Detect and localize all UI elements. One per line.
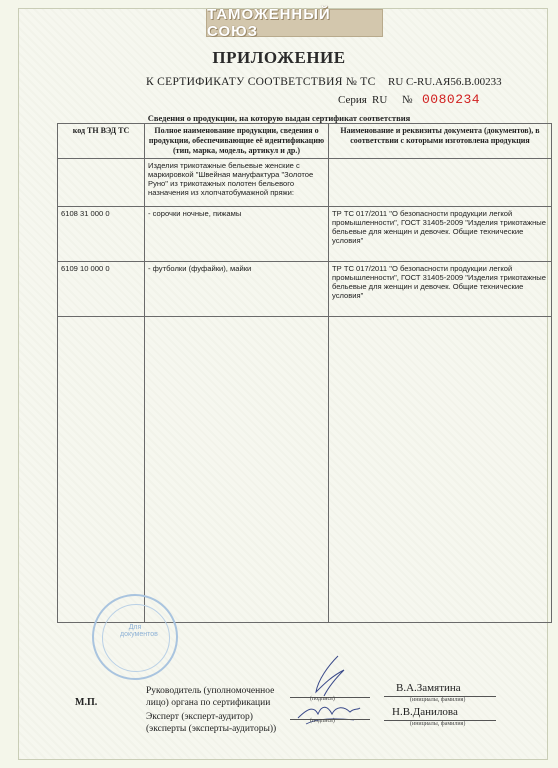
handwritten-signatures (288, 648, 378, 728)
expert-role-label: Эксперт (эксперт-аудитор) (эксперты (эксперты-аудиторы)) (146, 712, 277, 734)
table-caption: Сведения о продукции, на которую выдан сертификат соответствия (147, 113, 411, 123)
table-row (58, 262, 552, 317)
seal-place-label: М.П. (75, 697, 98, 708)
table-header-row (58, 124, 552, 159)
expert-name-caption: (инициалы, фамилия) (410, 721, 466, 727)
expert-signature-caption: (подпись) (310, 718, 335, 724)
series-label: Серия (338, 94, 367, 106)
table-row-intro (58, 159, 552, 207)
customs-union-banner (206, 6, 383, 40)
row-code: 6109 10 000 0 (58, 262, 145, 317)
row-name: - сорочки ночные, пижамы (145, 207, 329, 262)
head-name: В.А.Замятина (396, 682, 461, 694)
row-code: 6108 31 000 0 (58, 207, 145, 262)
stamp-center-text: Для документов (120, 624, 158, 638)
head-signature-caption: (подпись) (310, 696, 335, 702)
head-role-label: Руководитель (уполномоченное лицо) органа по сертификации (146, 686, 275, 708)
intro-doc-cell (329, 159, 552, 207)
intro-code-cell (58, 159, 145, 207)
certification-stamp (92, 594, 178, 680)
certificate-label: К СЕРТИФИКАТУ СООТВЕТСТВИЯ № ТС (146, 76, 376, 88)
series-number: 0080234 (422, 92, 481, 107)
banner-text: ТАМОЖЕННЫЙ СОЮЗ (207, 6, 331, 40)
row-doc: ТР ТС 017/2011 "О безопасности продукции легкой промышленности", ГОСТ 31405-2009 "Изделия трикотажные бельевые для женщин и девочек. Общие технические условия" (329, 262, 552, 317)
products-table (57, 123, 552, 623)
certificate-number: RU C-RU.АЯ56.В.00233 (388, 76, 502, 88)
intro-description: Изделия трикотажные бельевые женские с маркировкой "Швейная мануфактура "Золотое Руно" из трикотажных полотен бельевого назначения из хлопчатобумажной пряжи: (145, 159, 329, 207)
series-prefix: RU (372, 94, 388, 106)
series-no-label: № (402, 94, 413, 106)
header-documents: Наименование и реквизиты документа (документов), в соответствии с которыми изготовлена продукция (329, 124, 552, 159)
head-name-caption: (инициалы, фамилия) (410, 697, 466, 703)
table-row (58, 207, 552, 262)
header-hs-code: код ТН ВЭД ТС (58, 124, 145, 159)
row-doc: ТР ТС 017/2011 "О безопасности продукции легкой промышленности", ГОСТ 31405-2009 "Изделия трикотажные бельевые для женщин и девочек. Общие технические условия" (329, 207, 552, 262)
table-empty-row (58, 317, 552, 623)
expert-name: Н.В.Данилова (392, 706, 458, 718)
page-title: ПРИЛОЖЕНИЕ (212, 48, 346, 67)
header-product-name: Полное наименование продукции, сведения о продукции, обеспечивающие её идентификацию (тип, марка, модель, артикул и др.) (145, 124, 329, 159)
row-name: - футболки (фуфайки), майки (145, 262, 329, 317)
